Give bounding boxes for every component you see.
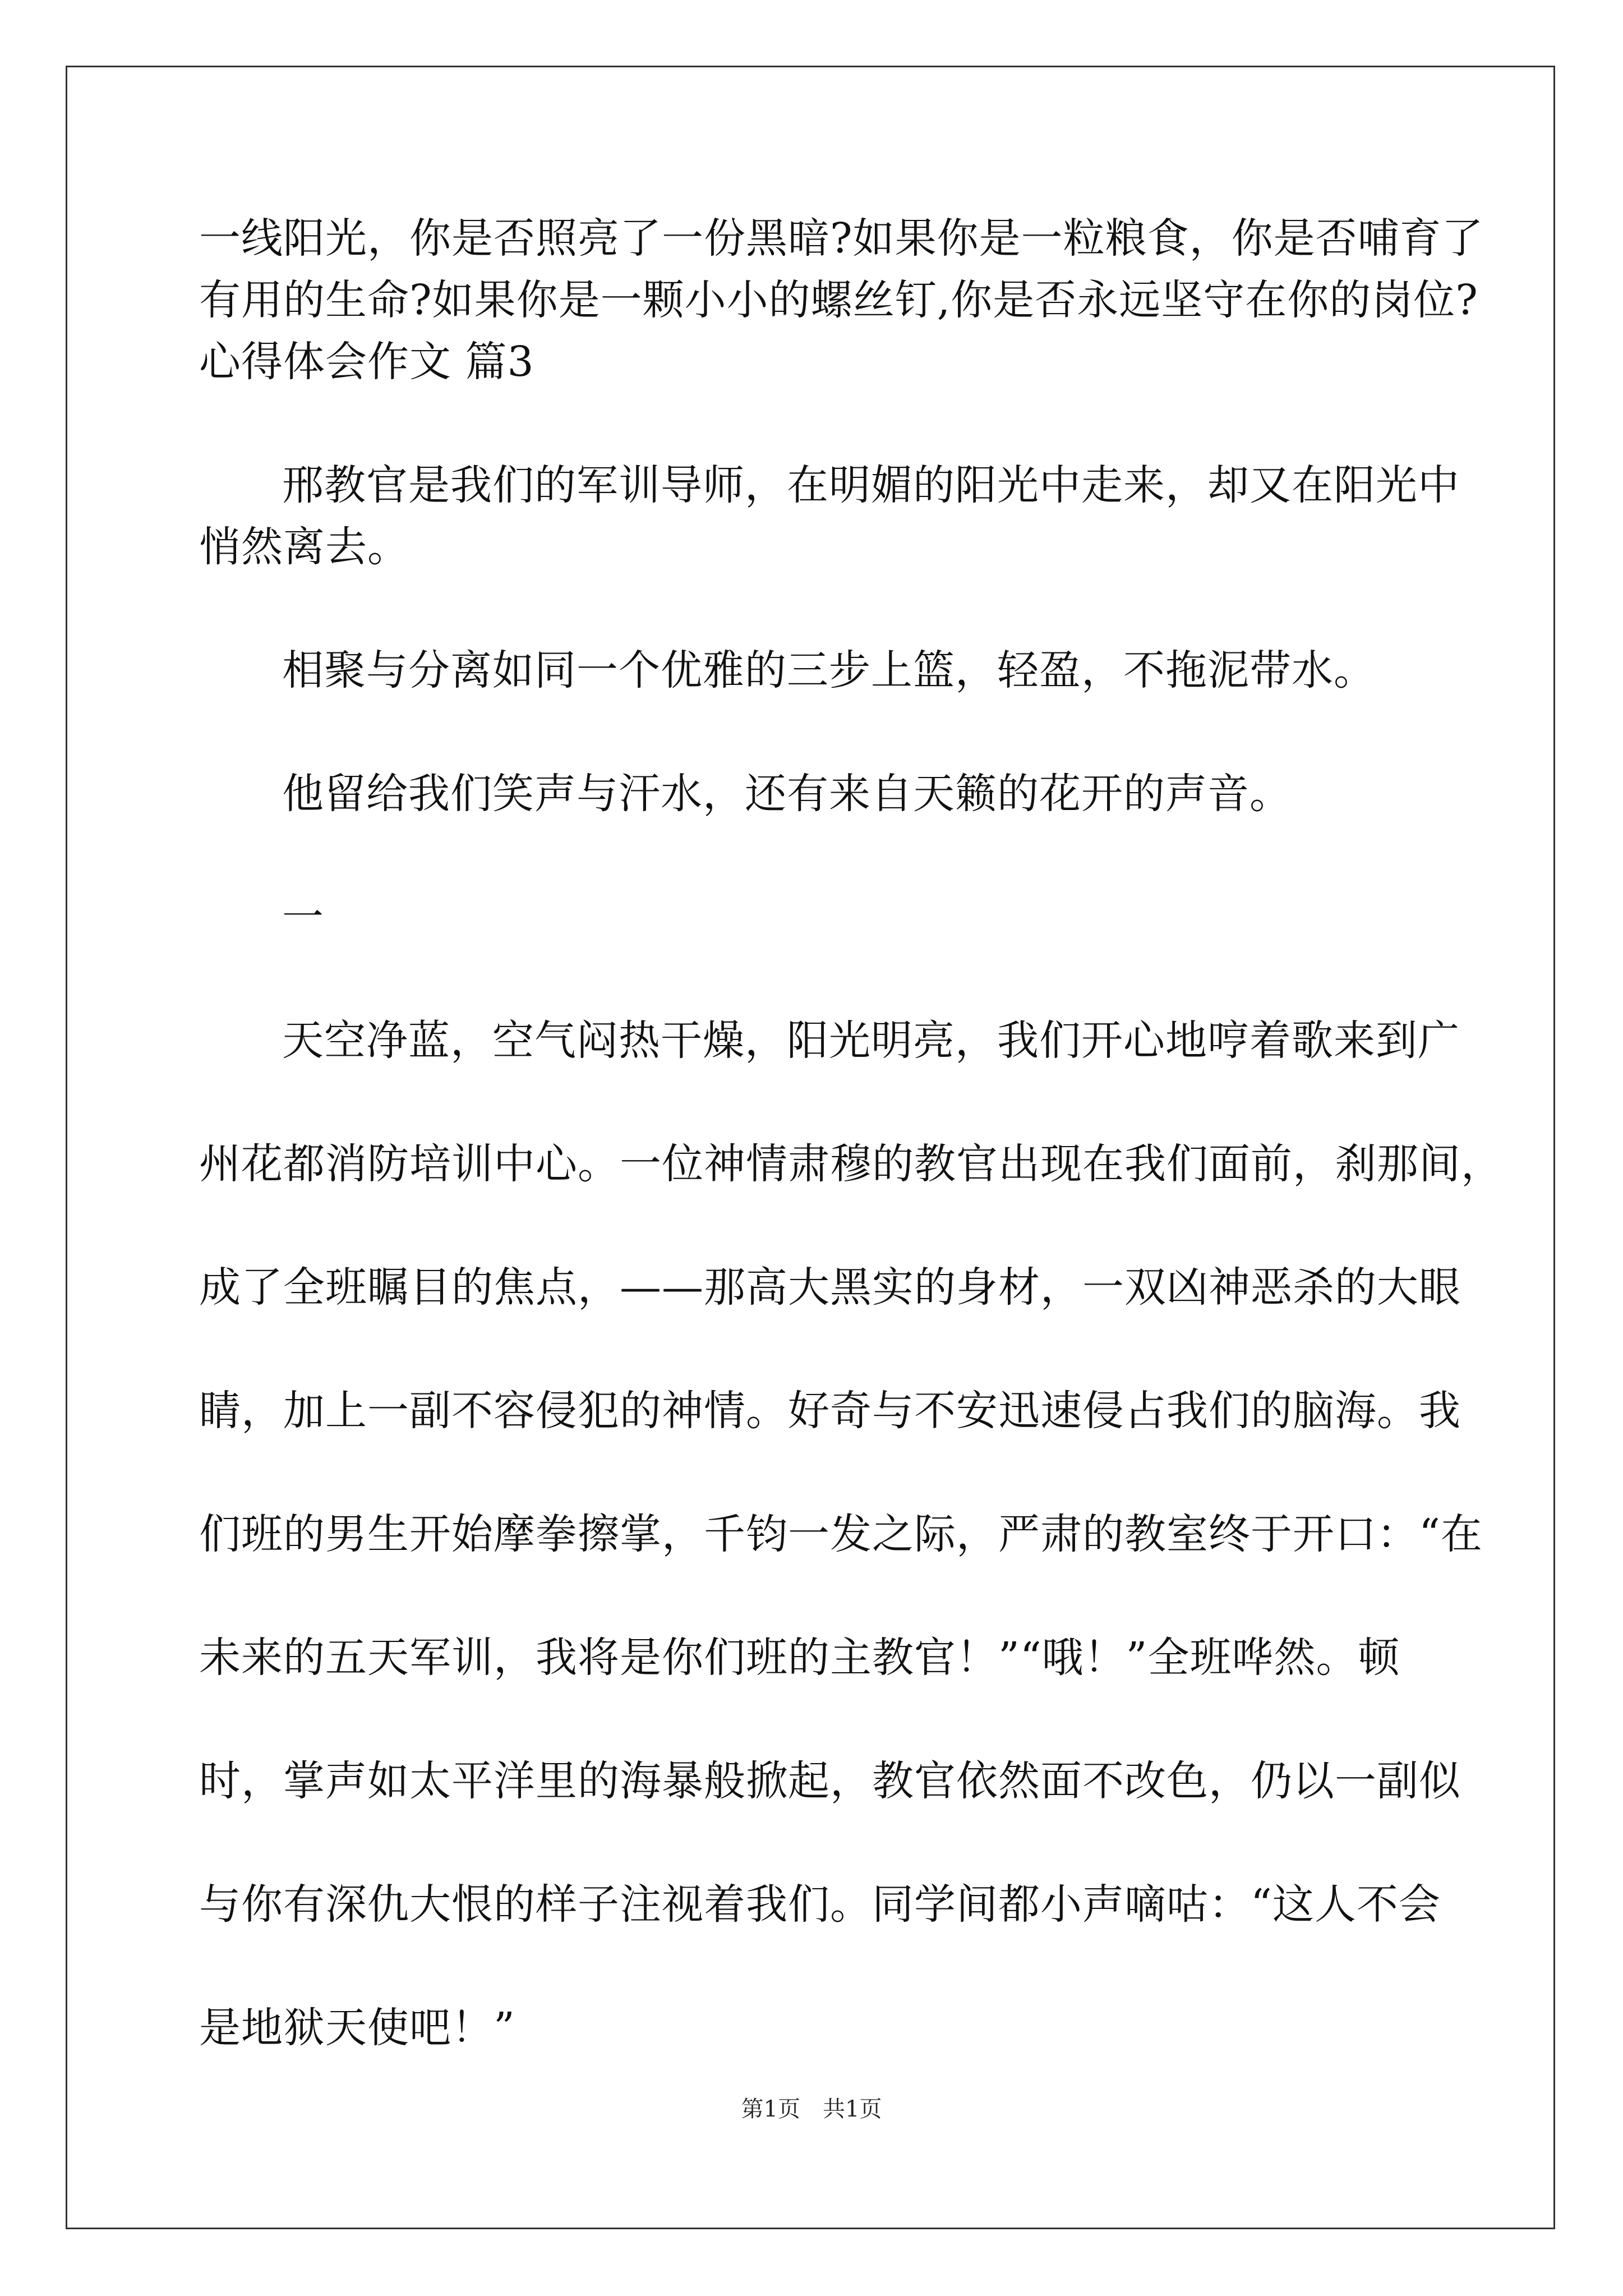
page-number: 第1页 (741, 2096, 800, 2122)
body-line: 天空净蓝，空气闷热干燥，阳光明亮，我们开心地哼着歌来到广 (282, 1016, 1460, 1065)
page-footer (0, 2092, 1623, 2126)
body-line: 州花都消防培训中心。一位神情肃穆的教官出现在我们面前，刹那间， (199, 1140, 1503, 1188)
body-line: 睛，加上一副不容侵犯的神情。好奇与不安迅速侵占我们的脑海。我 (199, 1387, 1461, 1435)
document-body (199, 208, 1503, 2059)
body-line: 与你有深仇大恨的样子注视着我们。同学间都小声嘀咕：“这人不会 (199, 1880, 1441, 1929)
section-number: 一 (282, 893, 324, 941)
body-line: 时，掌声如太平洋里的海暴般掀起，教官依然面不改色，仍以一副似 (199, 1757, 1461, 1805)
body-line: 悄然离去。 (199, 523, 409, 571)
body-line: 们班的男生开始摩拳擦掌，千钧一发之际，严肃的教室终于开口：“在 (199, 1510, 1483, 1558)
body-line: 相聚与分离如同一个优雅的三步上篮，轻盈，不拖泥带水。 (282, 646, 1376, 694)
body-line: 有用的生命?如果你是一颗小小的螺丝钉,你是否永远坚守在你的岗位? (199, 276, 1478, 324)
body-line: 邢教官是我们的军训导师，在明媚的阳光中走来，却又在阳光中 (282, 461, 1460, 509)
body-line: 是地狱天使吧！” (199, 2004, 515, 2052)
body-line: 未来的五天军训，我将是你们班的主教官！”“哦！”全班哗然。顿 (199, 1634, 1400, 1682)
body-line: 他留给我们笑声与汗水，还有来自天籁的花开的声音。 (282, 770, 1292, 818)
section-heading: 心得体会作文 篇3 (199, 338, 534, 386)
page-total: 共1页 (823, 2096, 882, 2122)
body-line: 一线阳光，你是否照亮了一份黑暗?如果你是一粒粮食，你是否哺育了 (199, 214, 1484, 263)
body-line: 成了全班瞩目的焦点，——那高大黑实的身材，一双凶神恶杀的大眼 (199, 1263, 1461, 1312)
